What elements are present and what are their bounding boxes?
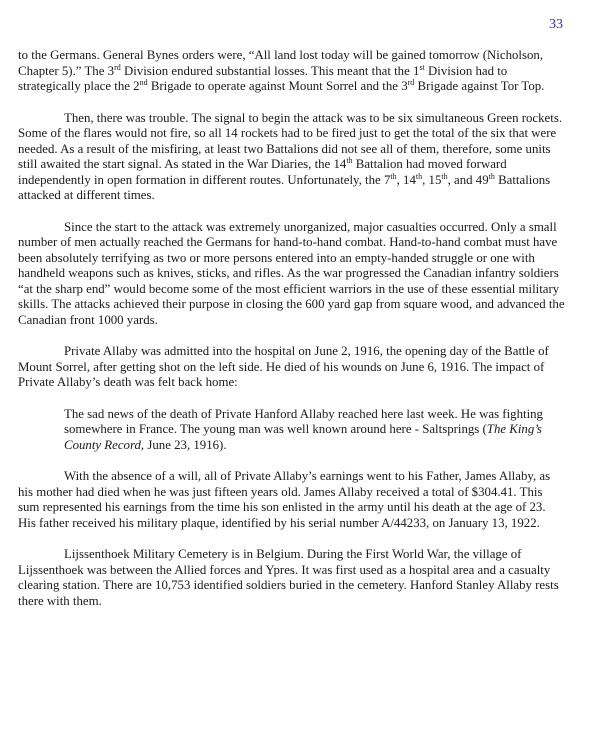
- page-number: 33: [549, 17, 563, 32]
- paragraph-1-text-d: Brigade to operate against Mount Sorrel and the 3: [147, 79, 408, 93]
- paragraph-1: [18, 48, 566, 95]
- paragraph-1-text-c: Division had to strategically place the 2: [18, 63, 508, 93]
- superscript: th: [441, 171, 448, 181]
- quote-source: The King’s County Record,: [64, 422, 542, 452]
- quote-text: The sad news of the death of Private Hanford Allaby reached here last week. He was fighting somewhere in France. The young man was well known around here - Saltsprings (: [64, 406, 543, 436]
- paragraph-3: Since the start to the attack was extremely unorganized, major casualties occurred. Only a small number of men actually reached the Germans for hand-to-hand combat. Hand-to-hand combat must have been absolutely terrifying as two or more persons entered into an empty-handed struggle or one with handheld weapons such as knives, sticks, and rifles. As the war progressed the Canadian infantry soldiers “at the sharp end” would become some of the most efficient warriors in the use of these essential military skills. The attacks achieved their purpose in closing the 600 yard gap from square wood, and advanced the Canadian front 1000 yards.: [18, 219, 565, 327]
- paragraph-2-text-b: Battalion had moved forward independently in open formation in different routes. Unfortunately, the 7: [18, 157, 507, 187]
- paragraph-2-text-a: Then, there was trouble. The signal to begin the attack was to be six simultaneous Green rockets. Some of the flares would not fire, so all 14 rockets had to be fired just to get the total of the six that were needed. As a result of the misfiring, at least two Battalions did not see all of them, therefore, some units still awaited the start signal. As stated in the War Diaries, the 14: [18, 110, 563, 171]
- superscript: nd: [139, 78, 148, 87]
- superscript: rd: [114, 62, 121, 72]
- paragraph-2: [18, 111, 566, 204]
- superscript: th: [488, 171, 495, 181]
- superscript: st: [419, 62, 425, 72]
- paragraph-1-text-a: to the Germans. General Bynes orders were, “All land lost today will be gained tomorrow (Nicholson, Chapter 5).” The 3: [18, 48, 544, 78]
- superscript: th: [415, 171, 423, 181]
- paragraph-2-text-e: , and 49: [447, 172, 489, 187]
- paragraph-1-text-e: Brigade against Tor Top.: [414, 79, 545, 93]
- paragraph-5: With the absence of a will, all of Private Allaby’s earnings went to his Father, James Allaby, as his mother had died when he was just fifteen years old. James Allaby received a total of $304.41. This sum represented his earnings from the time his son enlisted in the army until his death at the age of 23. His father received his military plaque, identified by his serial number A/44233, on January 13, 1922.: [18, 469, 551, 530]
- paragraph-1-text-b: Division endured substantial losses. This meant that the 1: [120, 63, 420, 78]
- paragraph-2-text-f: Battalions attacked at different times.: [18, 172, 551, 202]
- paragraph-6: Lijssenthoek Military Cemetery is in Belgium. During the First World War, the village of Lijssenthoek was between the Allied forces and Ypres. It was first used as a hospital area and a casualty clearing station. There are 10,753 identified soldiers buried in the cemetery. Hanford Stanley Allaby rests there with them.: [18, 547, 559, 608]
- superscript: th: [390, 171, 397, 181]
- quote-date: June 23, 1916).: [144, 437, 227, 452]
- superscript: th: [346, 156, 353, 165]
- paragraph-2-text-c: , 14: [396, 172, 416, 187]
- newspaper-quote: [64, 407, 564, 454]
- paragraph-4: Private Allaby was admitted into the hospital on June 2, 1916, the opening day of the Battle of Mount Sorrel, after getting shot on the left side. He died of his wounds on June 6, 1916. The impact of Private Allaby’s death was felt back home:: [18, 344, 549, 389]
- paragraph-2-text-d: , 15: [422, 172, 442, 187]
- body-text: [18, 48, 566, 625]
- superscript: rd: [407, 78, 415, 87]
